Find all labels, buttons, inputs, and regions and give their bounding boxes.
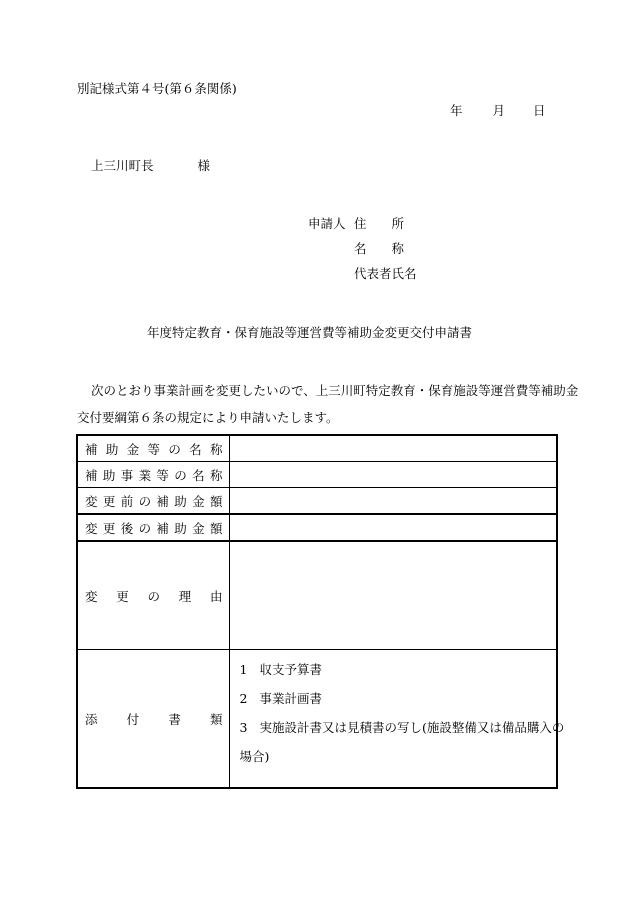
attachment-list bbox=[230, 650, 565, 780]
application-table bbox=[76, 434, 565, 789]
date-line bbox=[450, 105, 546, 118]
list-item: 1 収支予算書 bbox=[239, 662, 323, 677]
applicant-representative-row bbox=[354, 268, 417, 281]
table-row bbox=[77, 488, 557, 515]
row-label-project-name: 補助事業等の名称 bbox=[77, 462, 229, 488]
row-label-amount-after: 変更後の補助金額 bbox=[77, 514, 229, 541]
row-label-attachments: 添付書類 bbox=[77, 650, 229, 789]
table-row bbox=[77, 514, 557, 541]
body-text-line-1: 次のとおり事業計画を変更したいので、上三川町特定教育・保育施設等運営費等補助金 bbox=[91, 383, 579, 398]
applicant-label: 申請人 bbox=[308, 216, 346, 231]
applicant-address-row bbox=[308, 218, 404, 231]
row-label-reason: 変更の理由 bbox=[77, 541, 229, 650]
addressee-name: 上三川町長 bbox=[91, 158, 154, 173]
table-row bbox=[77, 650, 557, 789]
document-title: 年度特定教育・保育施設等運営費等補助金変更交付申請書 bbox=[147, 325, 473, 340]
list-item: 2 事業計画書 bbox=[239, 691, 323, 706]
form-identifier: 別記様式第４号(第６条関係) bbox=[77, 81, 237, 96]
table-row bbox=[77, 541, 557, 650]
table-row bbox=[77, 462, 557, 488]
row-label-subsidy-name: 補助金等の名称 bbox=[77, 435, 229, 462]
row-value-reason bbox=[229, 541, 557, 650]
date-day: 日 bbox=[533, 103, 546, 118]
row-value-project-name bbox=[229, 462, 557, 488]
addressee bbox=[91, 160, 210, 173]
row-value-amount-before bbox=[229, 488, 557, 515]
list-item-continuation: 場合) bbox=[239, 749, 270, 764]
applicant-name-label: 名 称 bbox=[354, 241, 405, 256]
row-label-amount-before: 変更前の補助金額 bbox=[77, 488, 229, 515]
applicant-representative-label: 代表者氏名 bbox=[354, 266, 417, 281]
list-item: 3 実施設計書又は見積書の写し(施設整備又は備品購入の bbox=[239, 720, 565, 735]
row-value-subsidy-name bbox=[229, 435, 557, 462]
table-row bbox=[77, 435, 557, 462]
date-month: 月 bbox=[492, 103, 506, 118]
date-year: 年 bbox=[450, 103, 463, 118]
addressee-honorific: 様 bbox=[197, 158, 211, 173]
row-value-amount-after bbox=[229, 514, 557, 541]
body-text-line-2: 交付要綱第６条の規定により申請いたします。 bbox=[77, 410, 339, 425]
applicant-address-label: 住 所 bbox=[354, 216, 405, 231]
row-value-attachments bbox=[229, 650, 565, 789]
applicant-name-row bbox=[354, 243, 404, 256]
